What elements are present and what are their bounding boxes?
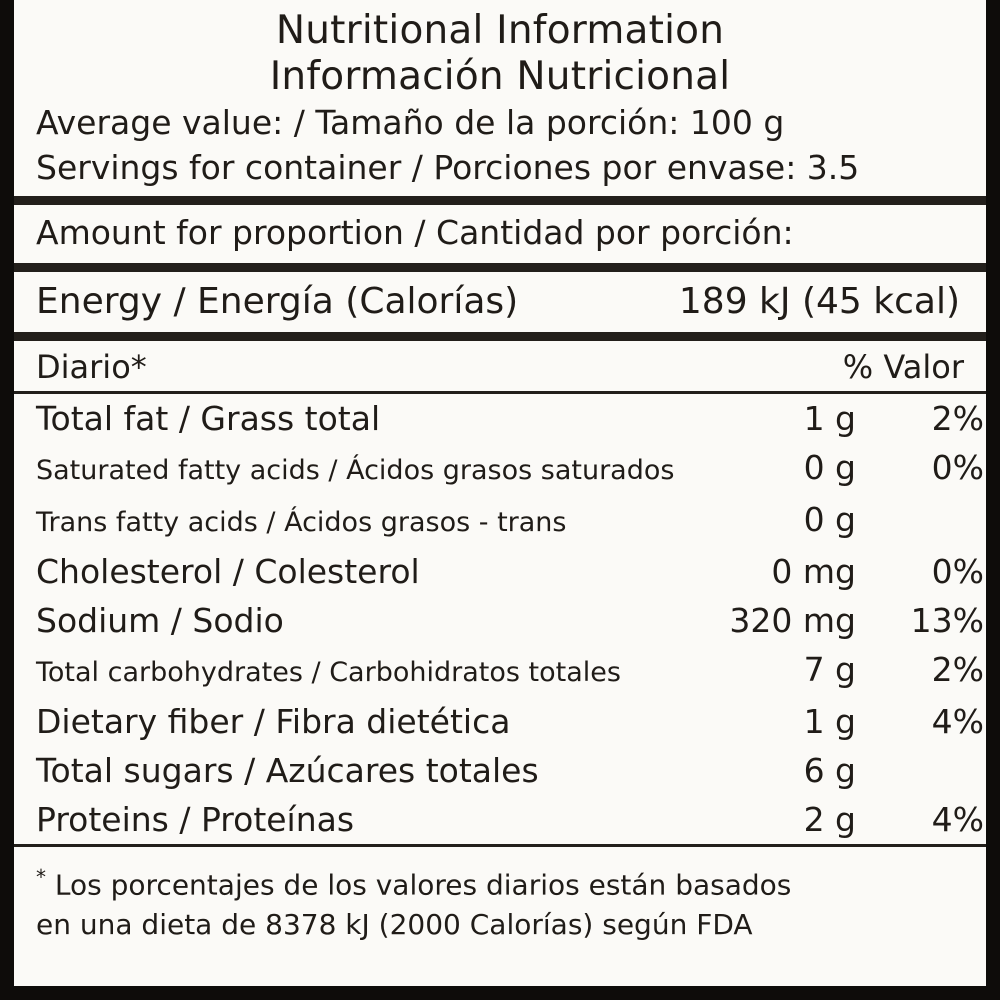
divider-thick-1 [14,196,986,205]
serving-block [14,100,986,196]
footnote-text-2: en una dieta de 8378 kJ (2000 Calorías) según FDA [36,908,753,942]
nutrient-amount: 1 g [803,702,856,741]
nutrient-percent: 0% [931,552,984,591]
nutrient-amount: 1 g [803,399,856,438]
table-row [36,443,984,495]
servings-per-container: Servings for container / Porciones por envase: 3.5 [36,148,860,187]
amount-per-serving-block [14,205,986,263]
table-row [36,746,984,795]
nutrient-name: Cholesterol / Colesterol [36,552,420,591]
nutrient-amount: 6 g [803,751,856,790]
energy-value: 189 kJ (45 kcal) [678,281,960,322]
table-row [36,495,984,547]
nutrient-percent [866,746,984,795]
nutrient-name: Trans fatty acids / Ácidos grasos - trans [36,507,567,538]
nutrient-percent: 13% [910,601,984,640]
serving-size: Average value: / Tamaño de la porción: 100 g [36,103,785,142]
nutrient-name: Total fat / Grass total [36,399,381,438]
table-row [36,596,984,645]
title-english: Nutritional Information [275,8,725,53]
package-edge-right [986,0,1000,1000]
divider-thick-3 [14,332,986,341]
table-row [36,795,984,844]
title-spanish: Información Nutricional [269,54,731,99]
daily-value-right-label: % Valor [842,348,964,386]
energy-row [36,272,964,332]
nutrients-block [14,394,986,844]
nutrient-percent: 4% [931,702,984,741]
nutrient-amount: 320 mg [729,601,856,640]
footnote-block [14,847,986,945]
nutrient-name: Total carbohydrates / Carbohidratos totales [36,657,621,688]
table-row [36,547,984,596]
table-row [36,394,984,443]
nutrient-amount: 7 g [803,650,856,689]
label-content [14,0,986,1000]
nutrient-name: Sodium / Sodio [36,601,284,640]
nutrients-table [36,394,984,844]
nutrient-name: Dietary fiber / Fibra dietética [36,702,511,741]
energy-label: Energy / Energía (Calorías) [36,281,519,322]
nutrient-name: Total sugars / Azúcares totales [36,751,539,790]
nutrient-name: Saturated fatty acids / Ácidos grasos saturados [36,455,675,486]
nutrient-name: Proteins / Proteínas [36,800,355,839]
nutrient-percent [866,495,984,547]
amount-per-serving: Amount for proportion / Cantidad por porción: [36,213,794,252]
footnote-line-1 [36,857,964,905]
title-block [14,0,986,100]
nutrient-amount: 0 mg [771,552,856,591]
table-row [36,645,984,697]
package-edge-left [0,0,14,1000]
nutrient-amount: 0 g [803,448,856,487]
divider-thick-2 [14,263,986,272]
nutrient-percent: 2% [931,650,984,689]
nutrient-percent: 2% [931,399,984,438]
footnote-star: * [36,865,46,889]
daily-value-left-label: Diario* [36,348,147,386]
daily-value-header [14,341,986,391]
table-row [36,697,984,746]
package-edge-bottom [0,986,1000,1000]
nutrient-percent: 4% [931,800,984,839]
footnote-text-1: Los porcentajes de los valores diarios están basados [54,868,792,902]
nutrient-amount: 0 g [803,500,856,539]
energy-block [14,272,986,332]
nutrient-percent: 0% [931,448,984,487]
nutrient-amount: 2 g [803,800,856,839]
daily-value-row [36,341,964,391]
